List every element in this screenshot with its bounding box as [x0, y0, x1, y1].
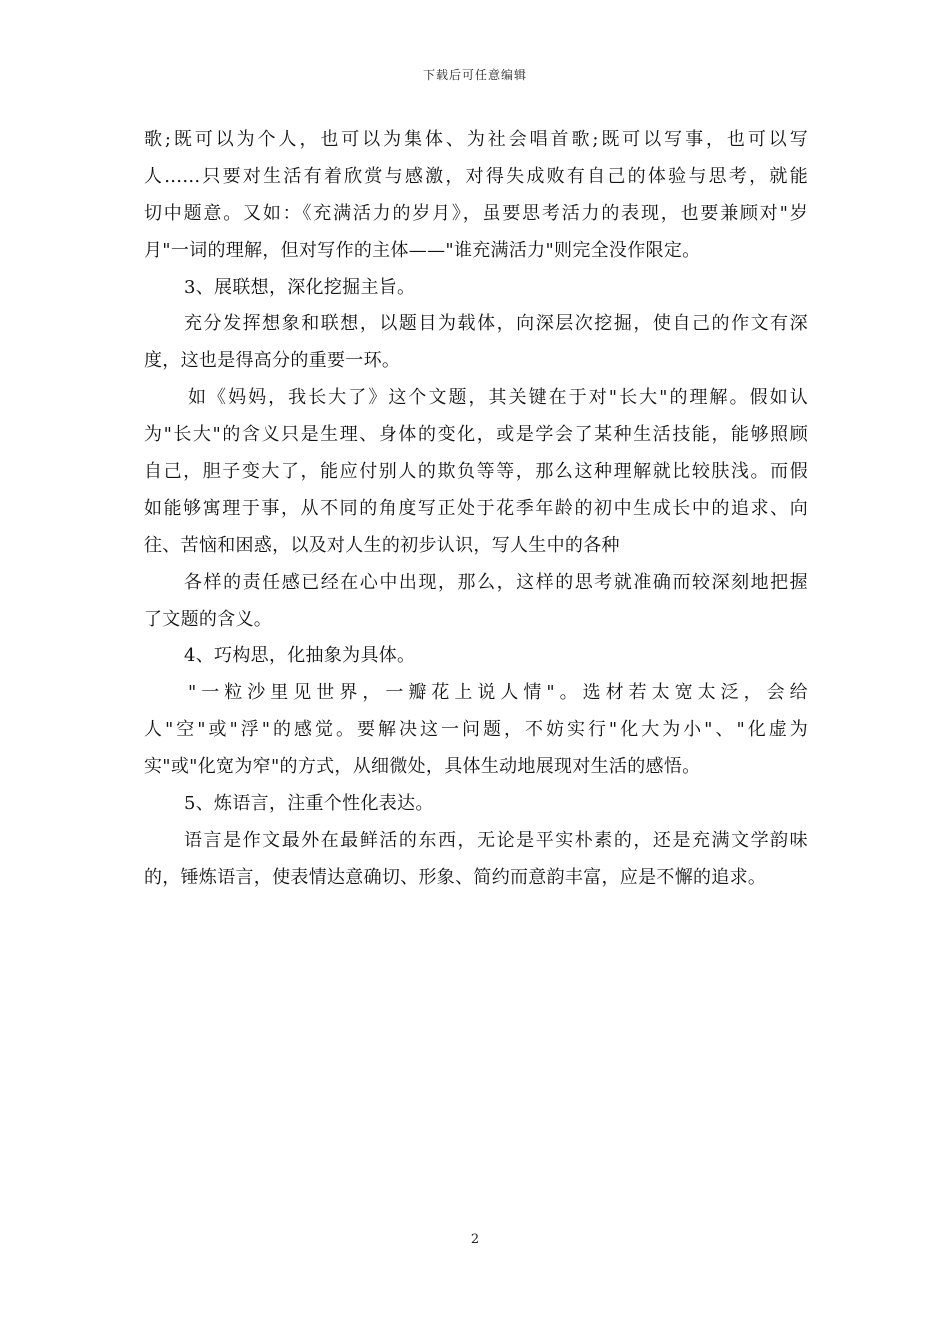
text-line: 如《妈妈，我长大了》这个文题，其关键在于对"长大"的理解。假如认 [188, 387, 808, 409]
text-line: 月"一词的理解，但对写作的主体——"谁充满活力"则完全没作限定。 [144, 239, 701, 261]
text-line: 歌;既可以为个人，也可以为集体、为社会唱首歌;既可以写事，也可以写 [144, 129, 808, 150]
section-heading-3: 3、展联想，深化挖掘主旨。 [184, 276, 416, 298]
text-line: 了文题的含义。 [144, 608, 273, 630]
section-heading-5: 5、炼语言，注重个性化表达。 [184, 793, 434, 815]
section-heading-4: 4、巧构思，化抽象为具体。 [184, 645, 416, 667]
text-line: 自己，胆子变大了，能应付别人的欺负等等，那么这种理解就比较肤浅。而假 [144, 461, 808, 483]
text-line: 为"长大"的含义只是生理、身体的变化，或是学会了某种生活技能，能够照顾 [144, 424, 808, 446]
text-line: 充分发挥想象和联想，以题目为载体，向深层次挖掘，使自己的作文有深 [184, 313, 808, 335]
text-line: "一粒沙里见世界，一瓣花上说人情"。选材若太宽太泛，会给 [188, 682, 808, 704]
text-line: 度，这也是得高分的重要一环。 [144, 350, 401, 372]
text-line: 往、苦恼和困惑，以及对人生的初步认识，写人生中的各种 [144, 534, 620, 556]
page-header: 下载后可任意编辑 [422, 68, 527, 82]
page-number: 2 [470, 1232, 480, 1247]
document-body [144, 122, 808, 897]
text-line: 各样的责任感已经在心中出现，那么，这样的思考就准确而较深刻地把握 [184, 571, 808, 593]
text-line: 人"空"或"浮"的感觉。要解决这一问题，不妨实行"化大为小"、"化虚为 [144, 719, 808, 741]
text-line: 切中题意。又如：《充满活力的岁月》，虽要思考活力的表现，也要兼顾对"岁 [144, 202, 808, 224]
text-line: 如能够寓理于事，从不同的角度写正处于花季年龄的初中生成长中的追求、向 [144, 497, 808, 519]
text-line: 人......只要对生活有着欣赏与感激，对得失成败有自己的体验与思考，就能 [144, 165, 808, 187]
text-line: 语言是作文最外在最鲜活的东西，无论是平实朴素的，还是充满文学韵味 [184, 829, 808, 851]
text-line: 的，锤炼语言，使表情达意确切、形象、简约而意韵丰富，应是不懈的追求。 [144, 866, 767, 888]
text-line: 实"或"化宽为窄"的方式，从细微处，具体生动地展现对生活的感悟。 [144, 756, 701, 778]
